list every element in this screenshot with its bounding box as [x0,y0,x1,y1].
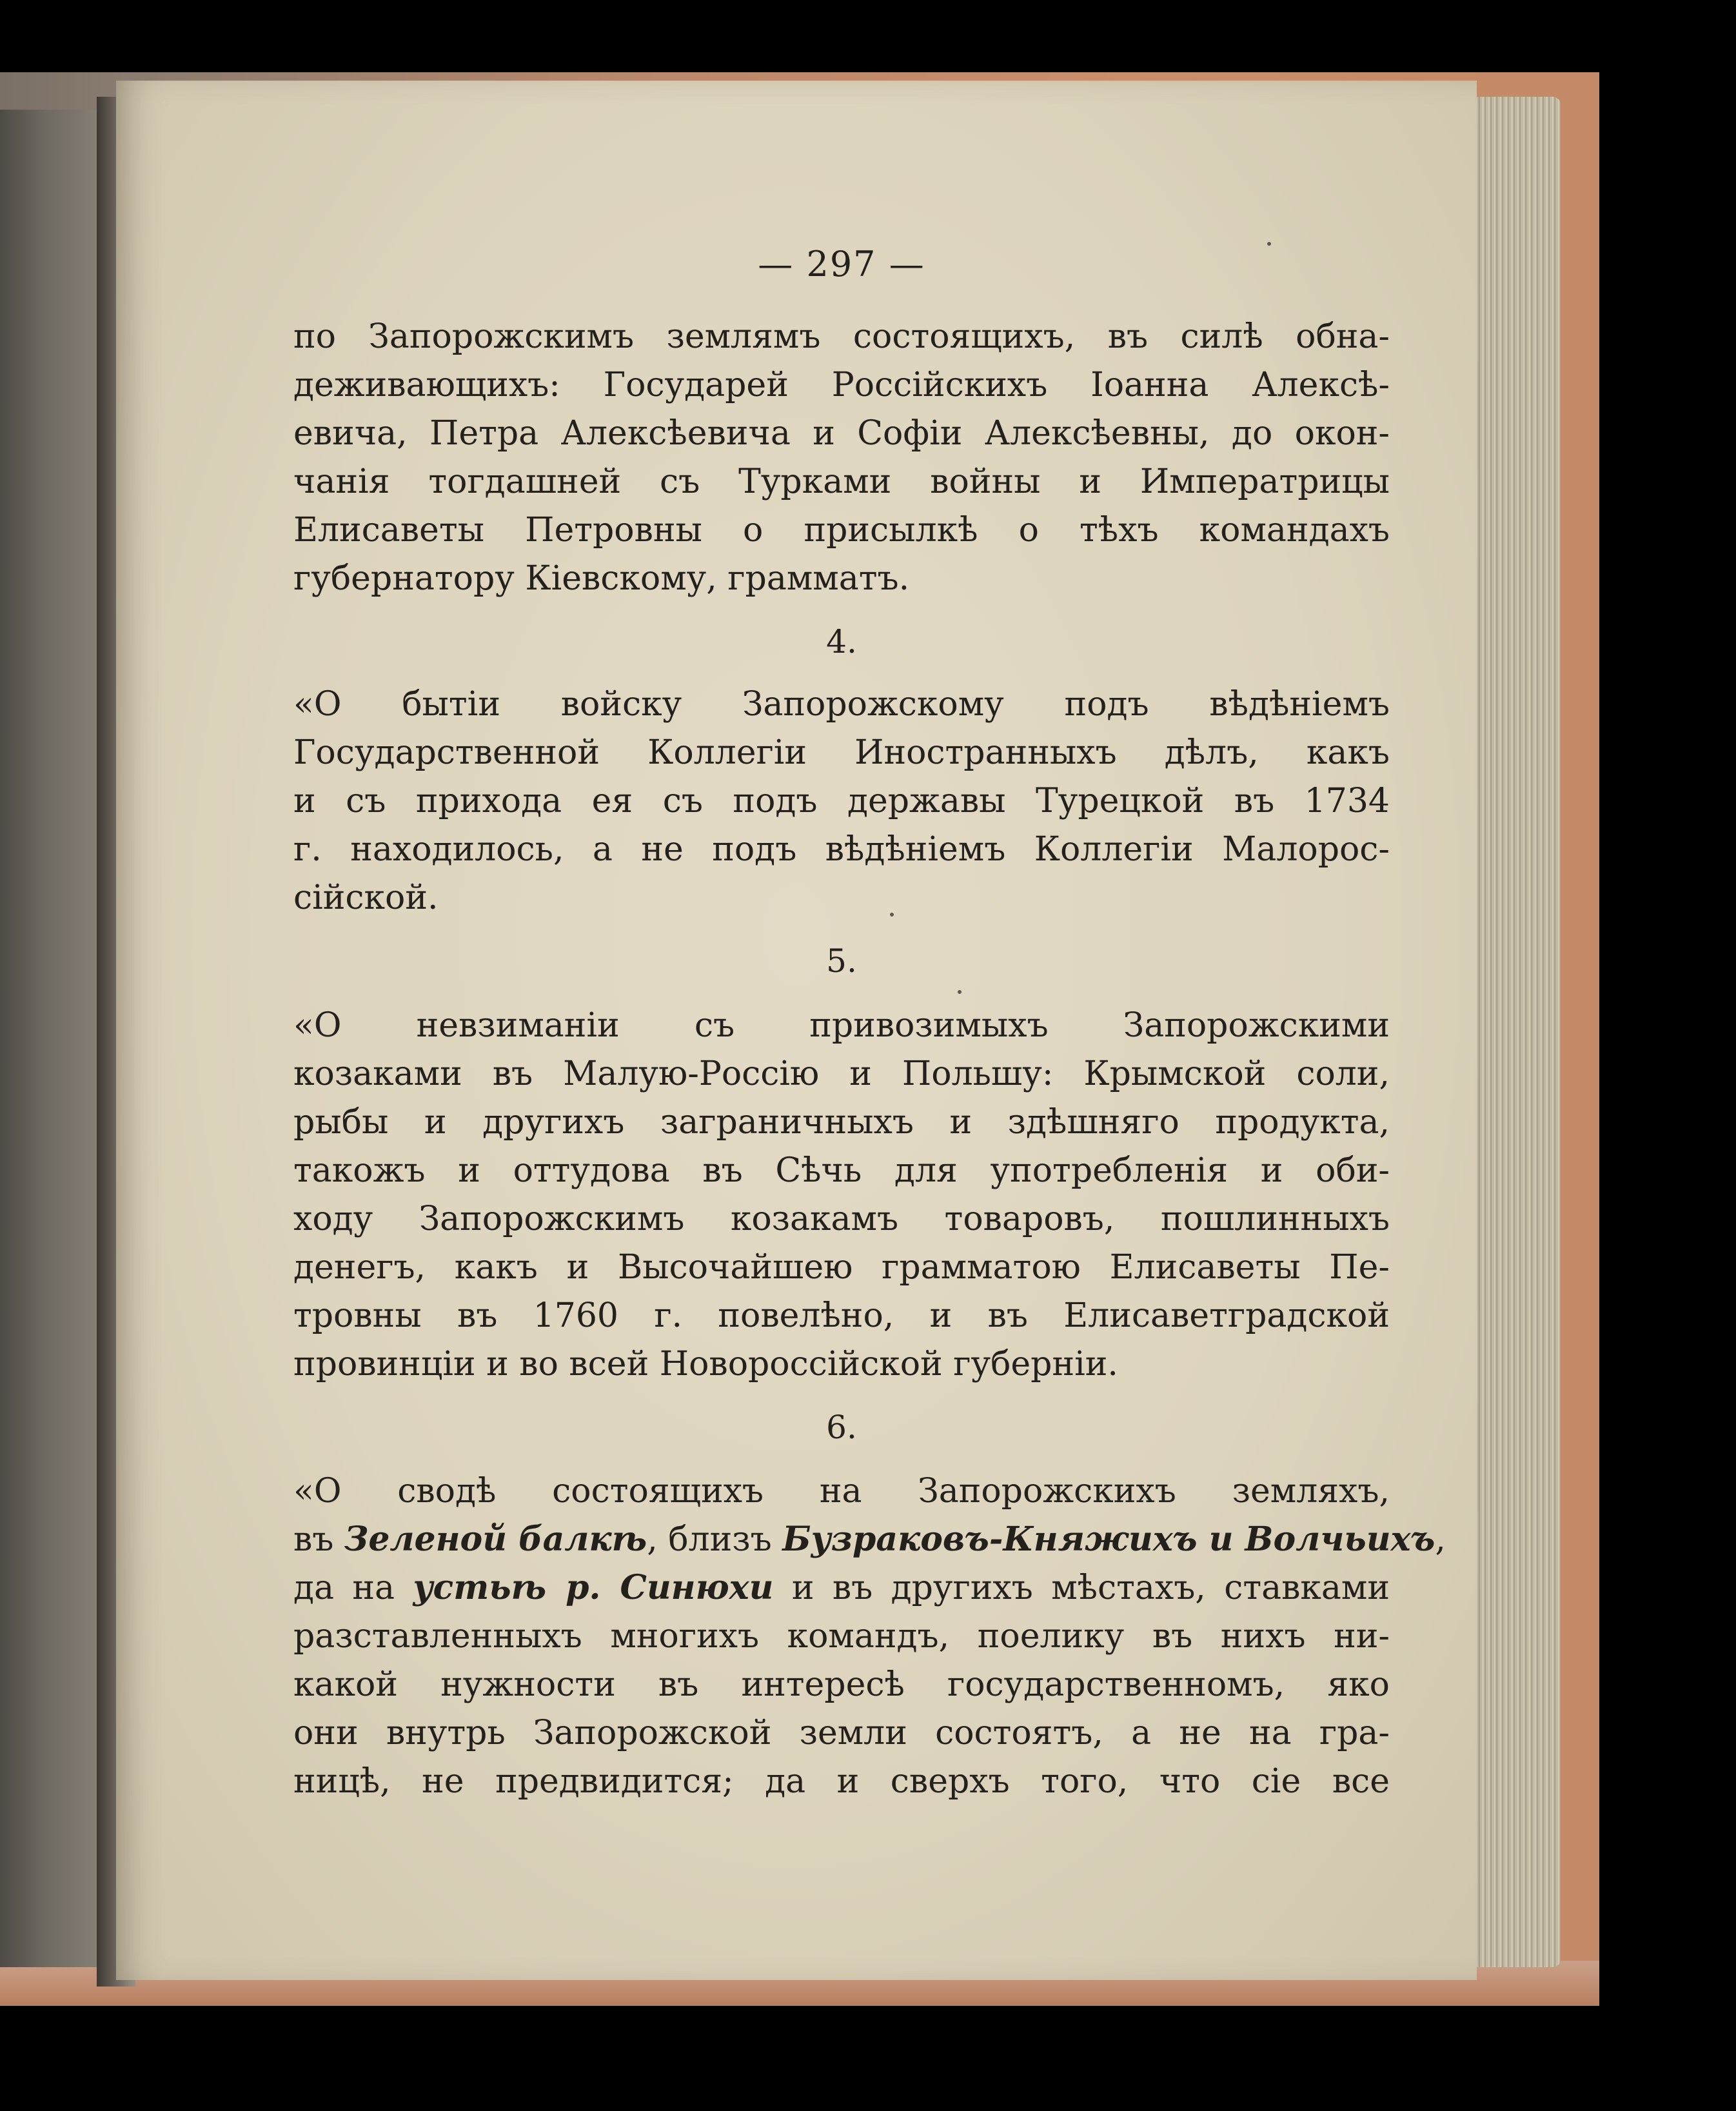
place-name: Зеленой балкѣ [344,1520,647,1559]
text-line: ходу Запорожскимъ козакамъ товаровъ, пошлинныхъ [293,1200,1390,1238]
text-line: провинціи и во всей Новороссійской губерніи. [293,1345,1118,1383]
text-line: чанія тогдашней съ Турками войны и Императрицы [293,462,1390,501]
text-line: по Запорожскимъ землямъ состоящихъ, въ силѣ обна- [293,317,1390,356]
text-line: евича, Петра Алексѣевича и Софіи Алексѣевны, до окон- [293,414,1390,453]
text-line: «О бытіи войску Запорожскому подъ вѣдѣніемъ [293,685,1390,724]
text-line: губернатору Кіевскому, грамматъ. [293,559,910,598]
text-line: разставленныхъ многихъ командъ, поелику въ нихъ ни- [293,1617,1390,1656]
section-number: 5. [826,942,857,980]
text-span: да на [293,1569,413,1607]
text-span: , [1435,1520,1446,1559]
section-number: 6. [826,1409,857,1446]
book-page [116,81,1477,1980]
text-line: Государственной Коллегіи Иностранныхъ дѣлъ, какъ [293,733,1390,772]
text-line [293,1564,1390,1612]
text-line: Елисаветы Петровны о присылкѣ о тѣхъ командахъ [293,511,1390,550]
text-span: , близъ [647,1520,783,1559]
text-line: «О невзиманіи съ привозимыхъ Запорожскими [293,1006,1390,1045]
text-line: денегъ, какъ и Высочайшею грамматою Елисаветы Пе- [293,1248,1390,1287]
text-span: въ [293,1520,344,1559]
text-line: ницѣ, не предвидится; да и сверхъ того, что сіе все [293,1762,1390,1801]
text-line: деживающихъ: Государей Россійскихъ Іоанна Алексѣ- [293,366,1390,404]
text-line: такожъ и оттудова въ Сѣчь для употребленія и оби- [293,1151,1390,1190]
text-line: тровны въ 1760 г. повелѣно, и въ Елисаветградской [293,1296,1390,1335]
text-line: сійской. [293,878,439,917]
paper-speck [958,990,962,994]
page-number: — 297 — [758,244,925,284]
text-line: «О сводѣ состоящихъ на Запорожскихъ земляхъ, [293,1472,1390,1511]
text-line: они внутрь Запорожской земли состоятъ, а не на гра- [293,1714,1390,1752]
text-line: и съ прихода ея съ подъ державы Турецкой въ 1734 [293,782,1390,820]
text-line: рыбы и другихъ заграничныхъ и здѣшняго продукта, [293,1103,1390,1142]
text-line [293,1516,1446,1563]
text-span: и въ другихъ мѣстахъ, ставками [773,1569,1390,1607]
place-name: Бузраковъ-Княжихъ и Волчьихъ [782,1520,1435,1559]
text-line: какой нужности въ интересѣ государственномъ, яко [293,1665,1390,1704]
place-name: устьѣ р. Синюхи [413,1568,774,1607]
section-number: 4. [826,623,857,660]
text-line: козаками въ Малую-Россію и Польшу: Крымской соли, [293,1055,1390,1093]
text-line: г. находилось, а не подъ вѣдѣніемъ Коллегіи Малорос- [293,830,1390,869]
